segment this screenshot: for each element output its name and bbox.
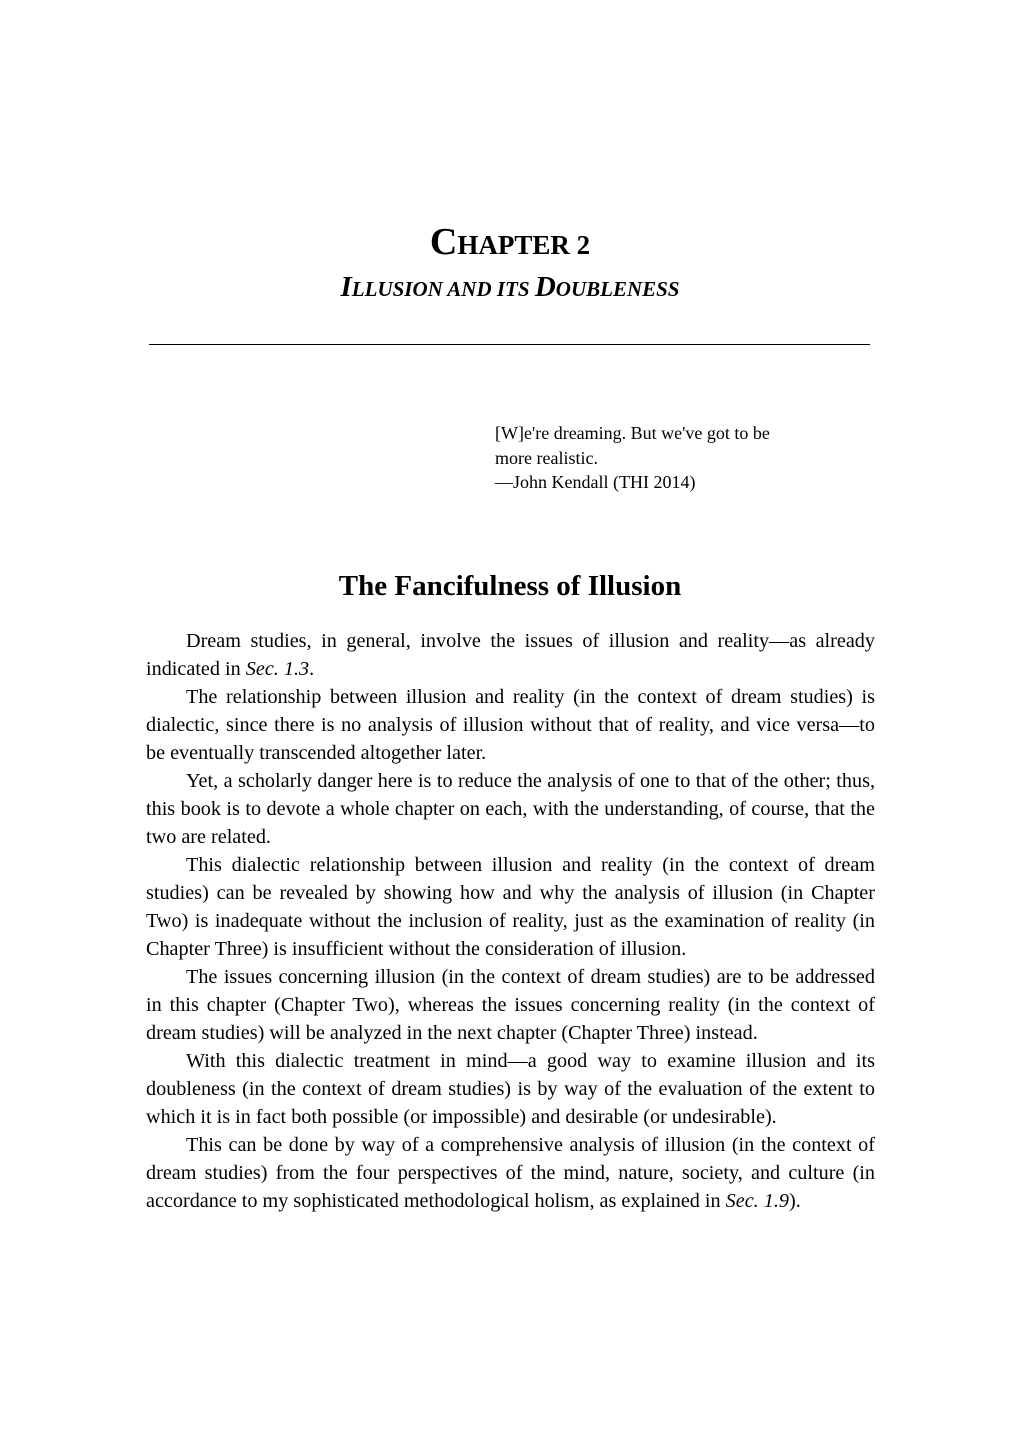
section-heading: The Fancifulness of Illusion: [338, 570, 682, 602]
chapter-title: [0, 270, 1020, 306]
paragraph-5: The issues concerning illusion (in the context of dream studies) are to be addressed in this chapter (Chapter Two), whereas the issues concerning reality (in the context of dream studies) will be analyzed in the next chapter (Chapter Three) instead.: [146, 966, 875, 1044]
paragraph-6: With this dialectic treatment in mind—a good way to examine illusion and its doubleness (in the context of dream studies) is by way of the evaluation of the extent to which it is in fact both possible (or impossible) and desirable (or undesirable).: [146, 1050, 875, 1128]
chapter-title-initial-1: I: [340, 271, 352, 303]
paragraph-7: [146, 1131, 875, 1215]
paragraph-1: [146, 627, 875, 683]
chapter-title-word-2: OUBLENESS: [555, 277, 680, 301]
epigraph: [495, 421, 875, 495]
chapter-divider: [149, 344, 870, 345]
paragraph-2: The relationship between illusion and reality (in the context of dream studies) is dialectic, since there is no analysis of illusion without that of reality, and vice versa—to be eventually transcended altogether later.: [146, 686, 875, 764]
chapter-number: [0, 222, 1020, 265]
epigraph-quote-line-2: more realistic.: [495, 447, 598, 468]
chapter-number-initial: C: [429, 221, 458, 263]
paragraph-7-end: ).: [789, 1190, 801, 1212]
paragraph-3: Yet, a scholarly danger here is to reduce the analysis of one to that of the other; thus, this book is to devote a whole chapter on each, with the understanding, of course, that the two are related.: [146, 770, 875, 848]
chapter-number-rest: HAPTER 2: [457, 230, 591, 260]
paragraph-4: This dialectic relationship between illusion and reality (in the context of dream studies) can be revealed by showing how and why the analysis of illusion (in Chapter Two) is inadequate without the inclusion of reality, just as the examination of reality (in Chapter Three) is insufficient without the consideration of illusion.: [146, 854, 875, 960]
paragraph-1-end: .: [309, 658, 315, 680]
chapter-title-word-1: LLUSION: [351, 277, 443, 301]
paragraph-1-text: Dream studies, in general, involve the issues of illusion and reality—as already indicated in: [146, 630, 875, 680]
chapter-title-middle: AND ITS: [447, 277, 530, 301]
body-text: [146, 627, 875, 1215]
paragraph-7-text: This can be done by way of a comprehensive analysis of illusion (in the context of dream studies) from the four perspectives of the mind, nature, society, and culture (in accordance to my sophisticated methodological holism, as explained in: [146, 1134, 875, 1212]
epigraph-quote-line-1: [W]e're dreaming. But we've got to be: [495, 423, 770, 443]
epigraph-attribution: —John Kendall (THI 2014): [495, 472, 696, 492]
chapter-title-initial-2: D: [534, 271, 556, 303]
section-reference-1-9: Sec. 1.9: [725, 1190, 790, 1212]
section-reference-1-3: Sec. 1.3: [245, 658, 310, 680]
